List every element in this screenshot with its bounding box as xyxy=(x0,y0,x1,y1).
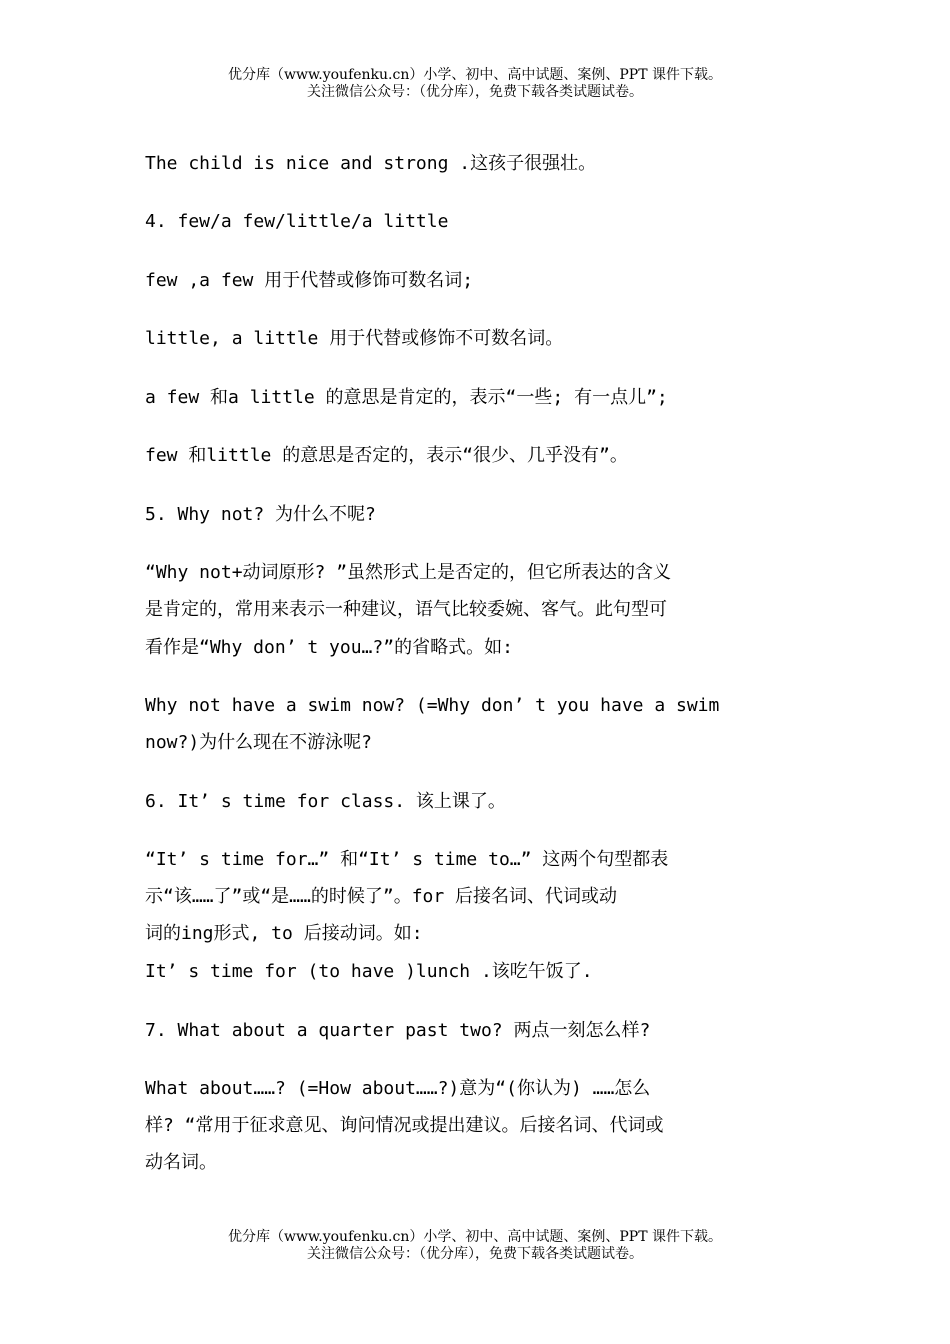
section-heading-5: 5. Why not? 为什么不呢? xyxy=(145,504,376,525)
text-line: 是肯定的，常用来表示一种建议，语气比较委婉、客气。此句型可 xyxy=(145,599,667,620)
page-footer xyxy=(0,1229,950,1263)
text-line: The child is nice and strong .这孩子很强壮。 xyxy=(145,153,597,174)
example-line: Why not have a swim now? (=Why don’ t you have a swim xyxy=(145,695,720,716)
text-line: 示“该……了”或“是……的时候了”。for 后接名词、代词或动 xyxy=(145,886,618,907)
footer-line-2: 关注微信公众号：（优分库），免费下载各类试题试卷。 xyxy=(307,1246,643,1262)
text-line: What about……? (=How about……?)意为“(你认为) ……怎么 xyxy=(145,1078,651,1099)
example-line: It’ s time for (to have )lunch .该吃午饭了. xyxy=(145,961,593,982)
text-line: 样? “常用于征求意见、询问情况或提出建议。后接名词、代词或 xyxy=(145,1115,664,1136)
text-line: 动名词。 xyxy=(145,1152,217,1173)
text-line: little, a little 用于代替或修饰不可数名词。 xyxy=(145,328,564,349)
header-line-2: 关注微信公众号：（优分库），免费下载各类试题试卷。 xyxy=(307,84,643,100)
footer-line-1: 优分库（www.youfenku.cn）小学、初中、高中试题、案例、PPT 课件下载。 xyxy=(227,1229,722,1245)
section-heading-6: 6. It’ s time for class. 该上课了。 xyxy=(145,791,506,812)
page-header xyxy=(0,67,950,101)
section-heading-4: 4. few/a few/little/a little xyxy=(145,211,449,232)
text-line: “Why not+动词原形? ”虽然形式上是否定的，但它所表达的含义 xyxy=(145,562,672,583)
text-line: a few 和a little 的意思是肯定的，表示“一些; 有一点儿”; xyxy=(145,387,668,408)
text-line: “It’ s time for…” 和“It’ s time to…” 这两个句型都表 xyxy=(145,849,669,870)
text-line: 看作是“Why don’ t you…?”的省略式。如: xyxy=(145,637,513,658)
text-line: few 和little 的意思是否定的，表示“很少、几乎没有”。 xyxy=(145,445,628,466)
section-heading-7: 7. What about a quarter past two? 两点一刻怎么样? xyxy=(145,1020,651,1041)
text-line: few ,a few 用于代替或修饰可数名词; xyxy=(145,270,474,291)
example-line: now?)为什么现在不游泳呢? xyxy=(145,732,373,753)
text-line: 词的ing形式, to 后接动词。如: xyxy=(145,923,423,944)
header-line-1: 优分库（www.youfenku.cn）小学、初中、高中试题、案例、PPT 课件下载。 xyxy=(227,67,722,83)
